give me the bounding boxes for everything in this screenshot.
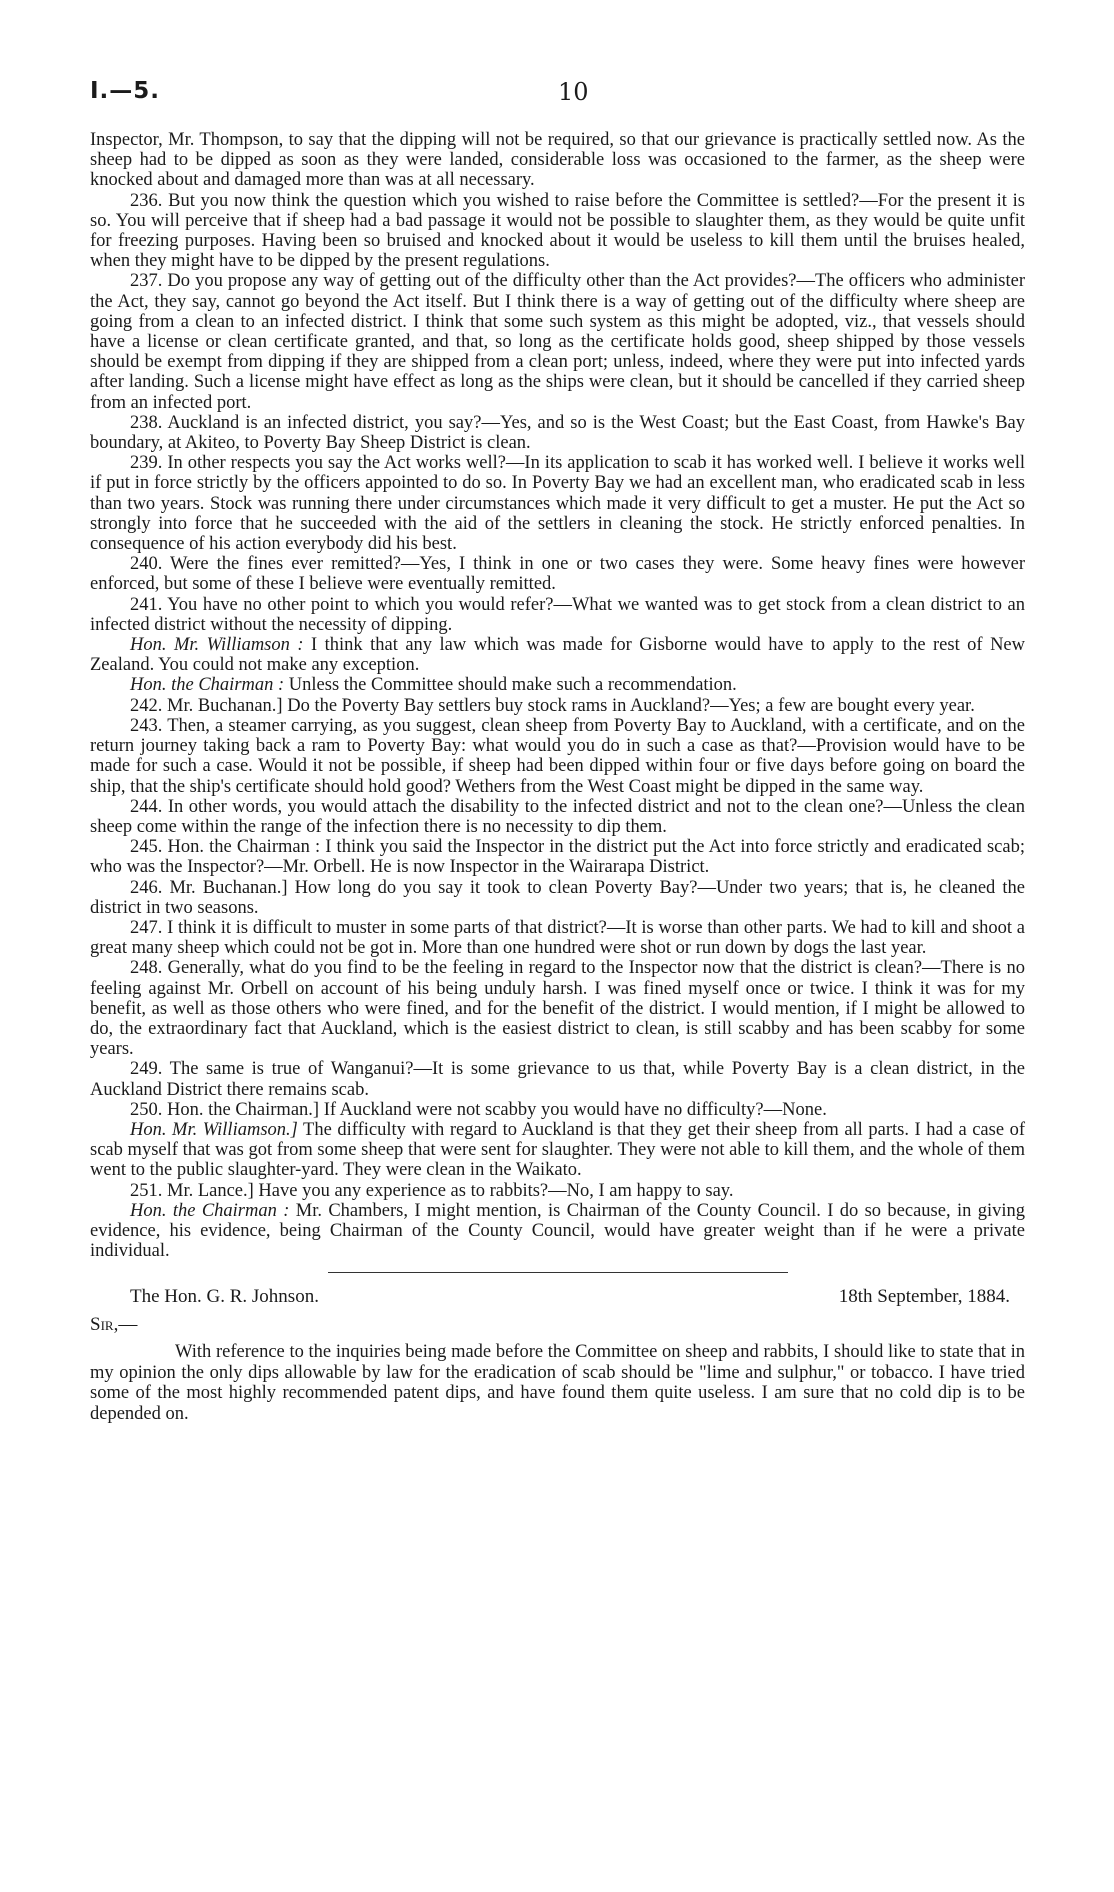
paragraph — [90, 675, 1025, 695]
paragraph — [90, 958, 1025, 1059]
letter-body: With reference to the inquiries being made before the Committee on sheep and rabbits, I should like to state that in my opinion the only dips allowable by law for the eradication of scab should be "lime and sulphur," or tobacco. I have tried some of the most highly recommended patent dips, and have found them quite useless. I am sure that no cold dip is to be depended on. — [90, 1342, 1025, 1424]
paragraph-text: 246. Mr. Buchanan.] How long do you say it took to clean Poverty Bay?—Under two years; that is, he cleaned the district in two seasons. — [90, 877, 1025, 918]
paragraph-text: 237. Do you propose any way of getting out of the difficulty other than the Act provides?—The officers who administer the Act, they say, cannot go beyond the Act itself. But I think there is a way of getting out of the difficulty where sheep are going from a clean to an infected district. I think that some such system as this might be adopted, viz., that vessels should have a license or clean certificate granted, and that, so long as the certificate holds good, sheep shipped by those vessels should be exempt from dipping if they are shipped from a clean port; unless, indeed, where they were put into infected yards after landing. Such a license might have effect as long as the ships were clean, but it should be cancelled if they carried sheep from an infected port. — [90, 271, 1025, 413]
letter-header — [90, 1286, 1025, 1308]
page-header — [90, 70, 1025, 130]
paragraph-text: 245. Hon. the Chairman : I think you said the Inspector in the district put the Act into force strictly and eradicated scab; who was the Inspector?—Mr. Orbell. He is now Inspector in the Wairarapa District. — [90, 837, 1025, 878]
paragraph — [90, 1059, 1025, 1099]
letter-salutation: Sir,— — [90, 1314, 138, 1336]
paragraph-text: Mr. Chambers, I might mention, is Chairman of the County Council. I do so because, in giving evidence, his evidence, being Chairman of the County Council, would have greater weight than if he were a private individual. — [90, 1200, 1025, 1262]
paragraph — [90, 453, 1025, 554]
paragraph — [90, 554, 1025, 594]
speaker: Hon. Mr. Williamson.] — [130, 1119, 298, 1140]
paragraph-text: The difficulty with regard to Auckland is that they get their sheep from all parts. I had a case of scab myself that was got from some sheep that were sent for slaughter. They were not able to kill them, and the whole of them went to the public slaughter-yard. They were clean in the Waikato. — [90, 1119, 1025, 1181]
paragraph — [90, 696, 1025, 716]
section-divider — [328, 1272, 788, 1273]
letter-addressee: The Hon. G. R. Johnson. — [130, 1286, 319, 1308]
paragraph-text: Unless the Committee should make such a recommendation. — [284, 675, 737, 696]
paragraph-text: 240. Were the fines ever remitted?—Yes, I think in one or two cases they were. Some heavy fines were however enforced, but some of these I believe were eventually remitted. — [90, 554, 1025, 595]
paragraph — [90, 413, 1025, 453]
paragraph — [90, 837, 1025, 877]
paragraph — [90, 271, 1025, 412]
paragraph — [90, 1100, 1025, 1120]
document-reference: I.—5. — [90, 78, 161, 104]
letter — [90, 1286, 1025, 1424]
paragraph — [90, 1181, 1025, 1201]
letter-date: 18th September, 1884. — [838, 1286, 1010, 1308]
paragraph — [90, 595, 1025, 635]
speaker: Hon. Mr. Williamson : — [130, 635, 304, 656]
paragraph-text: 241. You have no other point to which you would refer?—What we wanted was to get stock from a clean district to an infected district without the necessity of dipping. — [90, 594, 1025, 635]
paragraph-text: 236. But you now think the question which you wished to raise before the Committee is settled?—For the present it is so. You will perceive that if sheep had a bad passage it would not be possible to slaughter them, as they would be quite unfit for freezing purposes. Having been so bruised and knocked about it would be useless to kill them until the bruises healed, when they might have to be dipped by the present regulations. — [90, 190, 1025, 272]
paragraph-text: 243. Then, a steamer carrying, as you suggest, clean sheep from Poverty Bay to Auckland, with a certificate, and on the return journey taking back a ram to Poverty Bay: what would you do in such a case as that?—Provision would have to be made for such a case. Would it not be possible, if sheep had been dipped within four or five days before going on board the ship, that the ship's certificate should hold good? Wethers from the West Coast might be dipped in the same way. — [90, 715, 1025, 797]
paragraph-text: 247. I think it is difficult to muster in some parts of that district?—It is worse than other parts. We had to kill and shoot a great many sheep which could not be got in. More than one hundred were shot or run down by dogs the last year. — [90, 917, 1025, 959]
speaker: Hon. the Chairman : — [130, 1200, 290, 1221]
paragraph — [90, 1201, 1025, 1262]
paragraph-text: 248. Generally, what do you find to be the feeling in regard to the Inspector now that the district is clean?—There is no feeling against Mr. Orbell on account of his being unduly harsh. I was fined myself once or twice. I think it was for my benefit, as well as those others who were fined, and for the benefit of the district. I would mention, if I might be allowed to do, the extraordinary fact that Auckland, which is the easiest district to clean, is still scabby and has been scabby for some years. — [90, 958, 1025, 1060]
paragraph — [90, 918, 1025, 958]
paragraph — [90, 191, 1025, 272]
paragraph-text: Inspector, Mr. Thompson, to say that the dipping will not be required, so that our grievance is practically settled now. As the sheep had to be dipped as soon as they were landed, considerable loss was occasioned to the farmer, as the sheep were knocked about and damaged more than was at all necessary. — [90, 130, 1025, 191]
paragraph — [90, 130, 1025, 191]
speaker: Hon. the Chairman : — [130, 675, 285, 696]
paragraph-text: 238. Auckland is an infected district, you say?—Yes, and so is the West Coast; but the East Coast, from Hawke's Bay boundary, at Akiteo, to Poverty Bay Sheep District is clean. — [90, 412, 1025, 454]
page-number: 10 — [558, 78, 589, 106]
paragraph — [90, 635, 1025, 675]
paragraph — [90, 1120, 1025, 1181]
paragraph — [90, 797, 1025, 837]
paragraph-text: 250. Hon. the Chairman.] If Auckland were not scabby you would have no difficulty?—None. — [130, 1099, 827, 1120]
paragraph — [90, 716, 1025, 797]
paragraph-text: I think that any law which was made for Gisborne would have to apply to the rest of New Zealand. You could not make any exception. — [90, 635, 1026, 676]
document-page — [90, 70, 1025, 1424]
paragraph-text: 251. Mr. Lance.] Have you any experience as to rabbits?—No, I am happy to say. — [130, 1180, 734, 1201]
paragraph-text: 239. In other respects you say the Act works well?—In its application to scab it has worked well. I believe it works well if put in force strictly by the officers appointed to do so. In Poverty Bay we had an excellent man, who eradicated scab in less than two years. Stock was running there under circumstances which made it very difficult to get a muster. He put the Act so strongly into force that he succeeded with the aid of the settlers in cleaning the stock. He strictly enforced penalties. In consequence of his action everybody did his best. — [90, 453, 1025, 555]
paragraph — [90, 878, 1025, 918]
evidence-text — [90, 130, 1025, 1261]
paragraph-text: 242. Mr. Buchanan.] Do the Poverty Bay settlers buy stock rams in Auckland?—Yes; a few are bought every year. — [130, 695, 975, 716]
paragraph-text: 249. The same is true of Wanganui?—It is some grievance to us that, while Poverty Bay is a clean district, in the Auckland District there remains scab. — [90, 1059, 1025, 1100]
paragraph-text: 244. In other words, you would attach the disability to the infected district and not to the clean one?—Unless the clean sheep come within the range of the infection there is no necessity to dip them. — [90, 796, 1025, 837]
